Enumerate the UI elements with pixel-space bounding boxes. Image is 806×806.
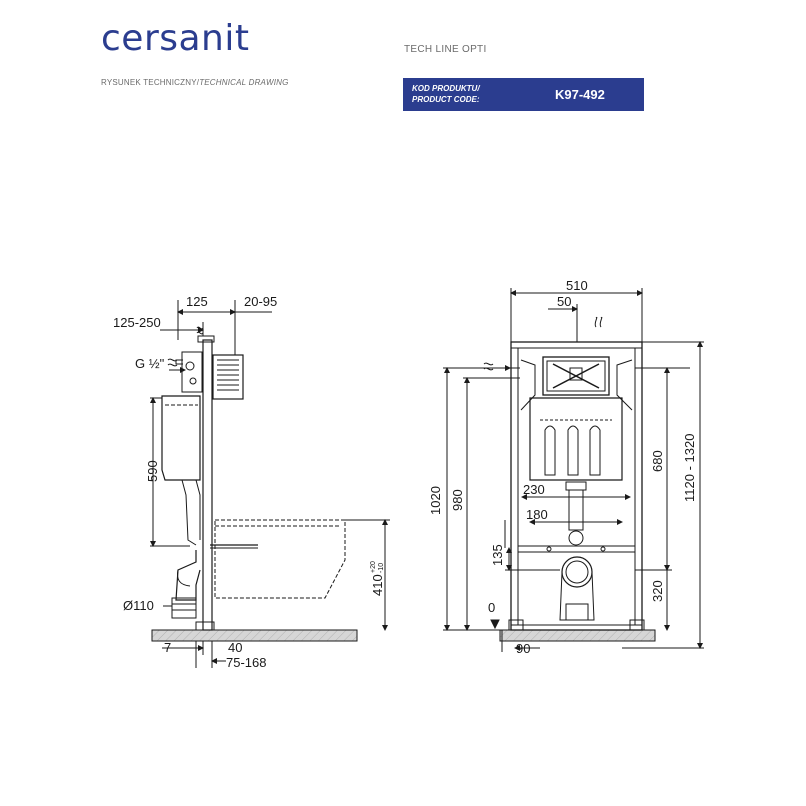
front-dim-0: 0: [488, 600, 496, 615]
front-dim-230: 230: [523, 482, 545, 497]
side-view: [150, 300, 390, 668]
side-dim-40: 40: [228, 640, 243, 655]
cersanit-logo: cersanit: [101, 18, 250, 59]
drawing-label-pl: RYSUNEK TECHNICZNY/: [101, 78, 200, 87]
drawing-label-en: TECHNICAL DRAWING: [199, 78, 289, 87]
front-dim-135: 135: [490, 544, 505, 566]
side-dim-110: Ø110: [123, 598, 154, 613]
product-code-label-en: PRODUCT CODE:: [412, 95, 480, 104]
front-dim-1120-1320: 1120 - 1320: [682, 433, 697, 502]
front-dim-680: 680: [650, 450, 665, 472]
waste-pipe: [176, 550, 200, 600]
front-dim-510: 510: [566, 278, 588, 293]
side-dim-g-half: G ½": [135, 356, 165, 371]
side-dim-125-250: 125-250: [113, 315, 161, 330]
side-floor: [152, 630, 357, 641]
side-dim-7: 7: [164, 640, 172, 655]
side-dim-75-168: 75-168: [226, 655, 267, 670]
front-dim-320: 320: [650, 580, 665, 602]
side-dim-410-tol-minus: -10: [378, 562, 385, 573]
side-dim-590: 590: [145, 460, 160, 482]
front-dim-50: 50: [557, 294, 572, 309]
side-dim-410-tol-plus: +20: [370, 561, 377, 573]
side-dim-410: 410: [370, 574, 385, 596]
product-series: TECH LINE OPTI: [404, 44, 487, 55]
front-crossbar: [518, 546, 635, 552]
product-code-value: K97-492: [555, 87, 605, 102]
side-dim-125: 125: [186, 294, 208, 309]
front-dim-1020: 1020: [428, 486, 443, 515]
front-cistern: [530, 398, 622, 480]
cistern-body: [162, 396, 200, 480]
product-code-label-pl: KOD PRODUKTU/: [412, 84, 480, 93]
front-dim-180: 180: [526, 507, 548, 522]
front-dim-90: 90: [516, 641, 531, 656]
front-dim-980: 980: [450, 489, 465, 511]
bowl-outline: [215, 520, 345, 598]
side-dim-20-95: 20-95: [244, 294, 278, 309]
side-frame-foot: [196, 622, 214, 630]
front-floor: [500, 630, 655, 641]
flush-plate: [213, 355, 243, 399]
side-frame-post: [203, 340, 212, 630]
